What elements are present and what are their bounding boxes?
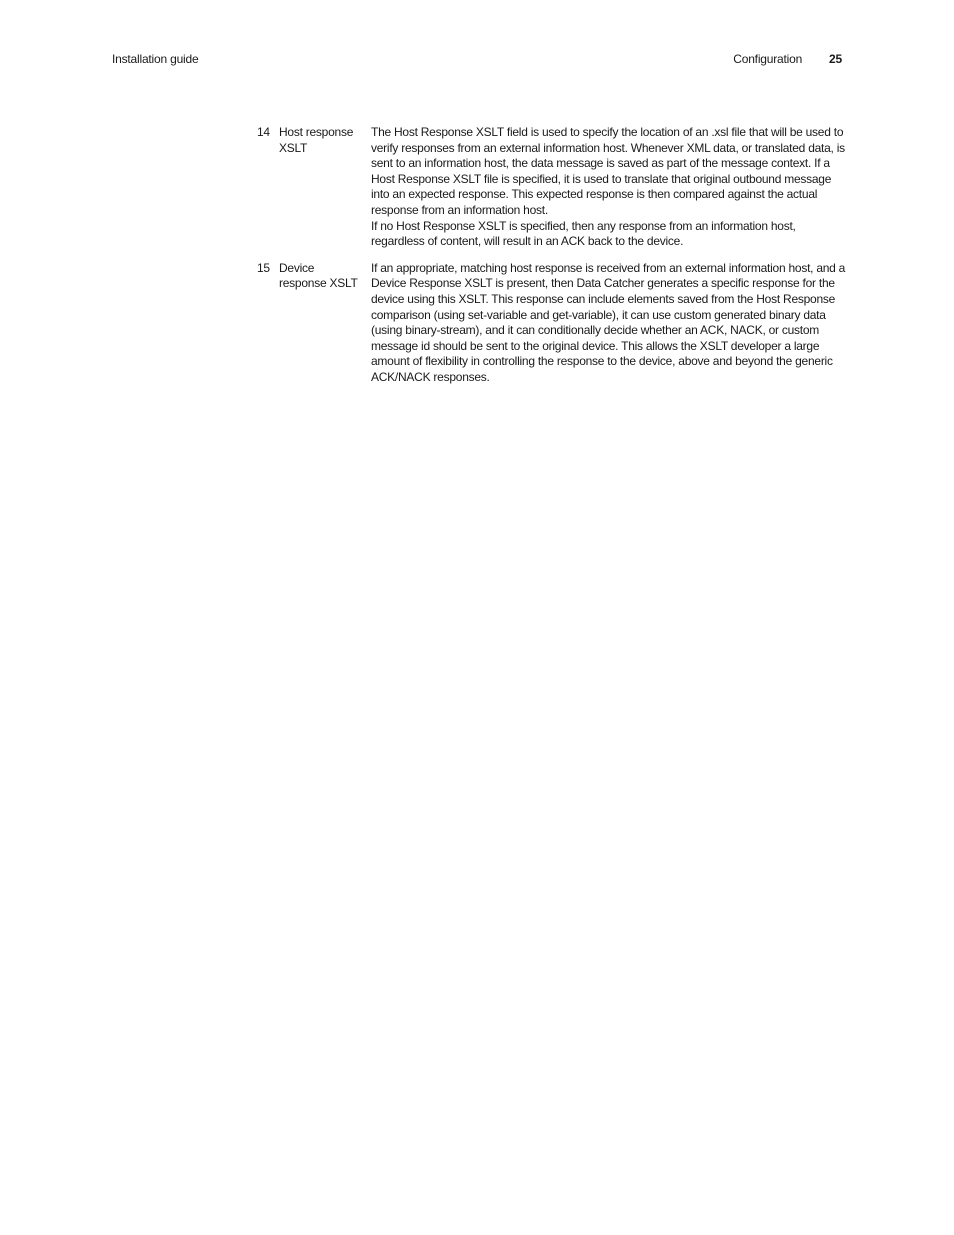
description-paragraph: If an appropriate, matching host response is received from an external information host, and a Device Response XSLT is present, then Data Catcher generates a specific response for the device using this XSLT. This response can include elements saved from the Host Response comparison (using set-variable and get-variable), it can use custom generated binary data (using binary-stream), and it can conditionally decide whether an ACK, NACK, or custom message id should be sent to the original device. This allows the XSLT developer a large amount of flexibility in controlling the response to the device, above and beyond the generic ACK/NACK responses. — [371, 260, 846, 384]
field-description — [371, 125, 847, 250]
field-label — [279, 261, 371, 386]
field-label-line: Host response — [279, 125, 354, 139]
field-label-line: XSLT — [279, 140, 308, 155]
field-description — [371, 261, 847, 386]
document-title: Installation guide — [112, 52, 199, 66]
description-paragraph: The Host Response XSLT field is used to specify the location of an .xsl file that will be used to verify responses from an external information host. Whenever XML data, or translated data, is sent to an information host, the data message is saved as part of the message context. If a Host Response XSLT file is specified, it is used to translate that original outbound message into an expected response. This expected response is then compared against the actual response from an information host. — [371, 125, 845, 217]
page-header — [112, 52, 842, 70]
field-description-table — [257, 125, 847, 397]
field-label — [279, 125, 371, 250]
field-label-line: Device — [279, 260, 315, 275]
table-row — [257, 261, 847, 386]
field-label-line: response XSLT — [279, 276, 358, 291]
row-number: 15 — [257, 260, 270, 275]
section-title: Configuration — [733, 52, 803, 66]
row-number: 14 — [257, 125, 270, 139]
description-paragraph: If no Host Response XSLT is specified, then any response from an information host, regardless of content, will result in an ACK back to the device. — [371, 218, 796, 249]
page-number: 25 — [829, 52, 842, 66]
table-row — [257, 125, 847, 250]
header-right — [733, 52, 842, 66]
